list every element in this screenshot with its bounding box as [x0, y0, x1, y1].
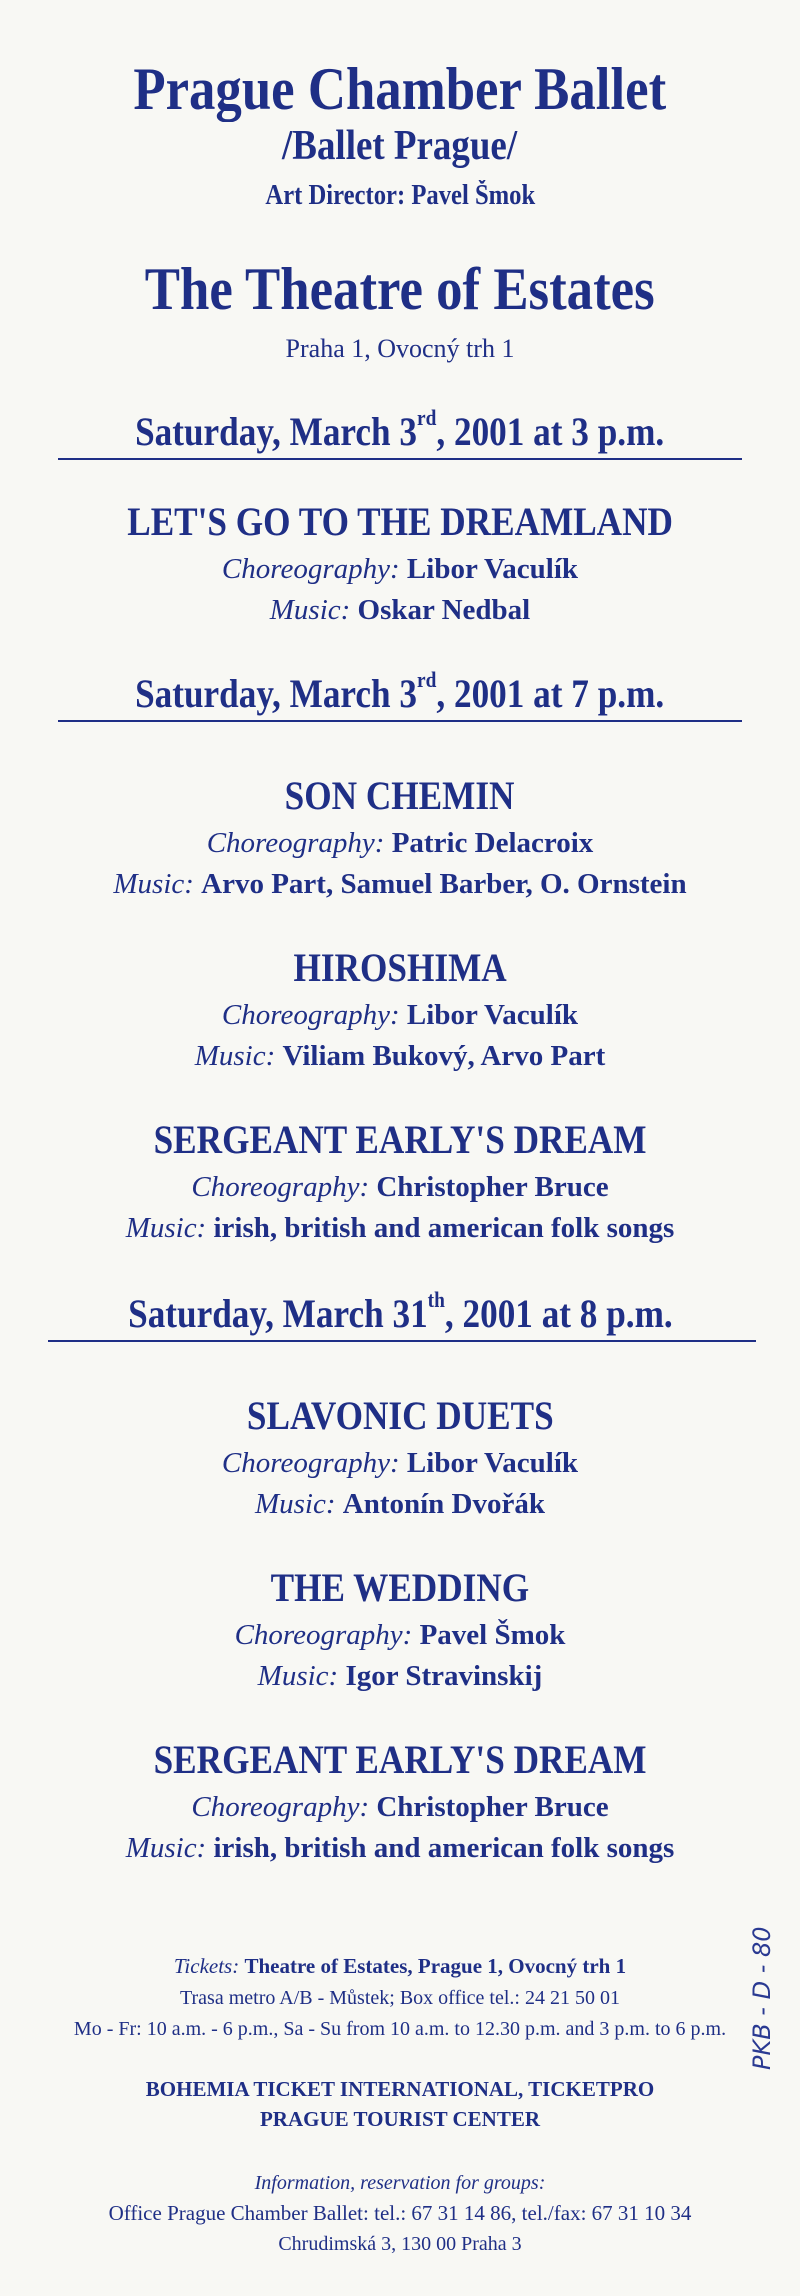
piece-music: Music: Arvo Part, Samuel Barber, O. Ornstein — [113, 868, 687, 900]
piece-title: SLAVONIC DUETS — [246, 1393, 554, 1438]
office-address: Chrudimská 3, 130 00 Praha 3 — [278, 2233, 522, 2255]
piece-choreography: Choreography: Christopher Bruce — [191, 1791, 609, 1823]
piece-choreography: Choreography: Patric Delacroix — [206, 827, 594, 859]
piece-title: LET'S GO TO THE DREAMLAND — [127, 499, 673, 544]
opening-hours: Mo - Fr: 10 a.m. - 6 p.m., Sa - Su from 10 a.m. to 12.30 p.m. and 3 p.m. to 6 p.m. — [73, 2018, 727, 2040]
piece-music: Music: Igor Stravinskij — [257, 1660, 543, 1692]
piece-music: Music: Oskar Nedbal — [269, 594, 531, 626]
performance-1-date: Saturday, March 3rd, 2001 at 3 p.m. — [135, 405, 665, 454]
venue-name: The Theatre of Estates — [145, 256, 655, 322]
info-label: Information, reservation for groups: — [254, 2172, 546, 2194]
performance-3-underline — [48, 1340, 756, 1342]
art-director: Art Director: Pavel Šmok — [265, 180, 535, 211]
piece-title: THE WEDDING — [270, 1565, 530, 1610]
performance-2-date: Saturday, March 3rd, 2001 at 7 p.m. — [135, 667, 665, 716]
piece-choreography: Choreography: Christopher Bruce — [191, 1171, 609, 1203]
piece-choreography: Choreography: Libor Vaculík — [221, 1447, 579, 1479]
piece-music: Music: Antonín Dvořák — [254, 1488, 546, 1520]
performance-2-underline — [58, 720, 742, 722]
company-name: Prague Chamber Ballet — [133, 56, 667, 122]
piece-choreography: Choreography: Libor Vaculík — [221, 999, 579, 1031]
ticket-agencies-2: PRAGUE TOURIST CENTER — [259, 2107, 541, 2131]
piece-music: Music: Viliam Bukový, Arvo Part — [194, 1040, 606, 1072]
piece-choreography: Choreography: Libor Vaculík — [221, 553, 579, 585]
piece-title: SERGEANT EARLY'S DREAM — [153, 1117, 647, 1162]
piece-title: SERGEANT EARLY'S DREAM — [153, 1737, 647, 1782]
performance-1-underline — [58, 458, 742, 460]
piece-title: HIROSHIMA — [293, 945, 507, 990]
venue-address: Praha 1, Ovocný trh 1 — [285, 334, 515, 363]
piece-music: Music: irish, british and american folk songs — [125, 1212, 675, 1244]
metro-line: Trasa metro A/B - Můstek; Box office tel.: 24 21 50 01 — [180, 1987, 620, 2009]
piece-title: SON CHEMIN — [285, 773, 515, 818]
piece-music: Music: irish, british and american folk songs — [125, 1832, 675, 1864]
office-contact: Office Prague Chamber Ballet: tel.: 67 31 14 86, tel./fax: 67 31 10 34 — [108, 2201, 692, 2225]
archive-stamp: PKB - D - 80 — [748, 1926, 776, 2070]
company-subtitle: /Ballet Prague/ — [282, 123, 518, 169]
piece-choreography: Choreography: Pavel Šmok — [234, 1619, 566, 1651]
ticket-agencies-1: BOHEMIA TICKET INTERNATIONAL, TICKETPRO — [145, 2077, 655, 2101]
performance-3-date: Saturday, March 31th, 2001 at 8 p.m. — [127, 1287, 673, 1336]
tickets-line: Tickets: Theatre of Estates, Prague 1, Ovocný trh 1 — [173, 1954, 627, 1978]
